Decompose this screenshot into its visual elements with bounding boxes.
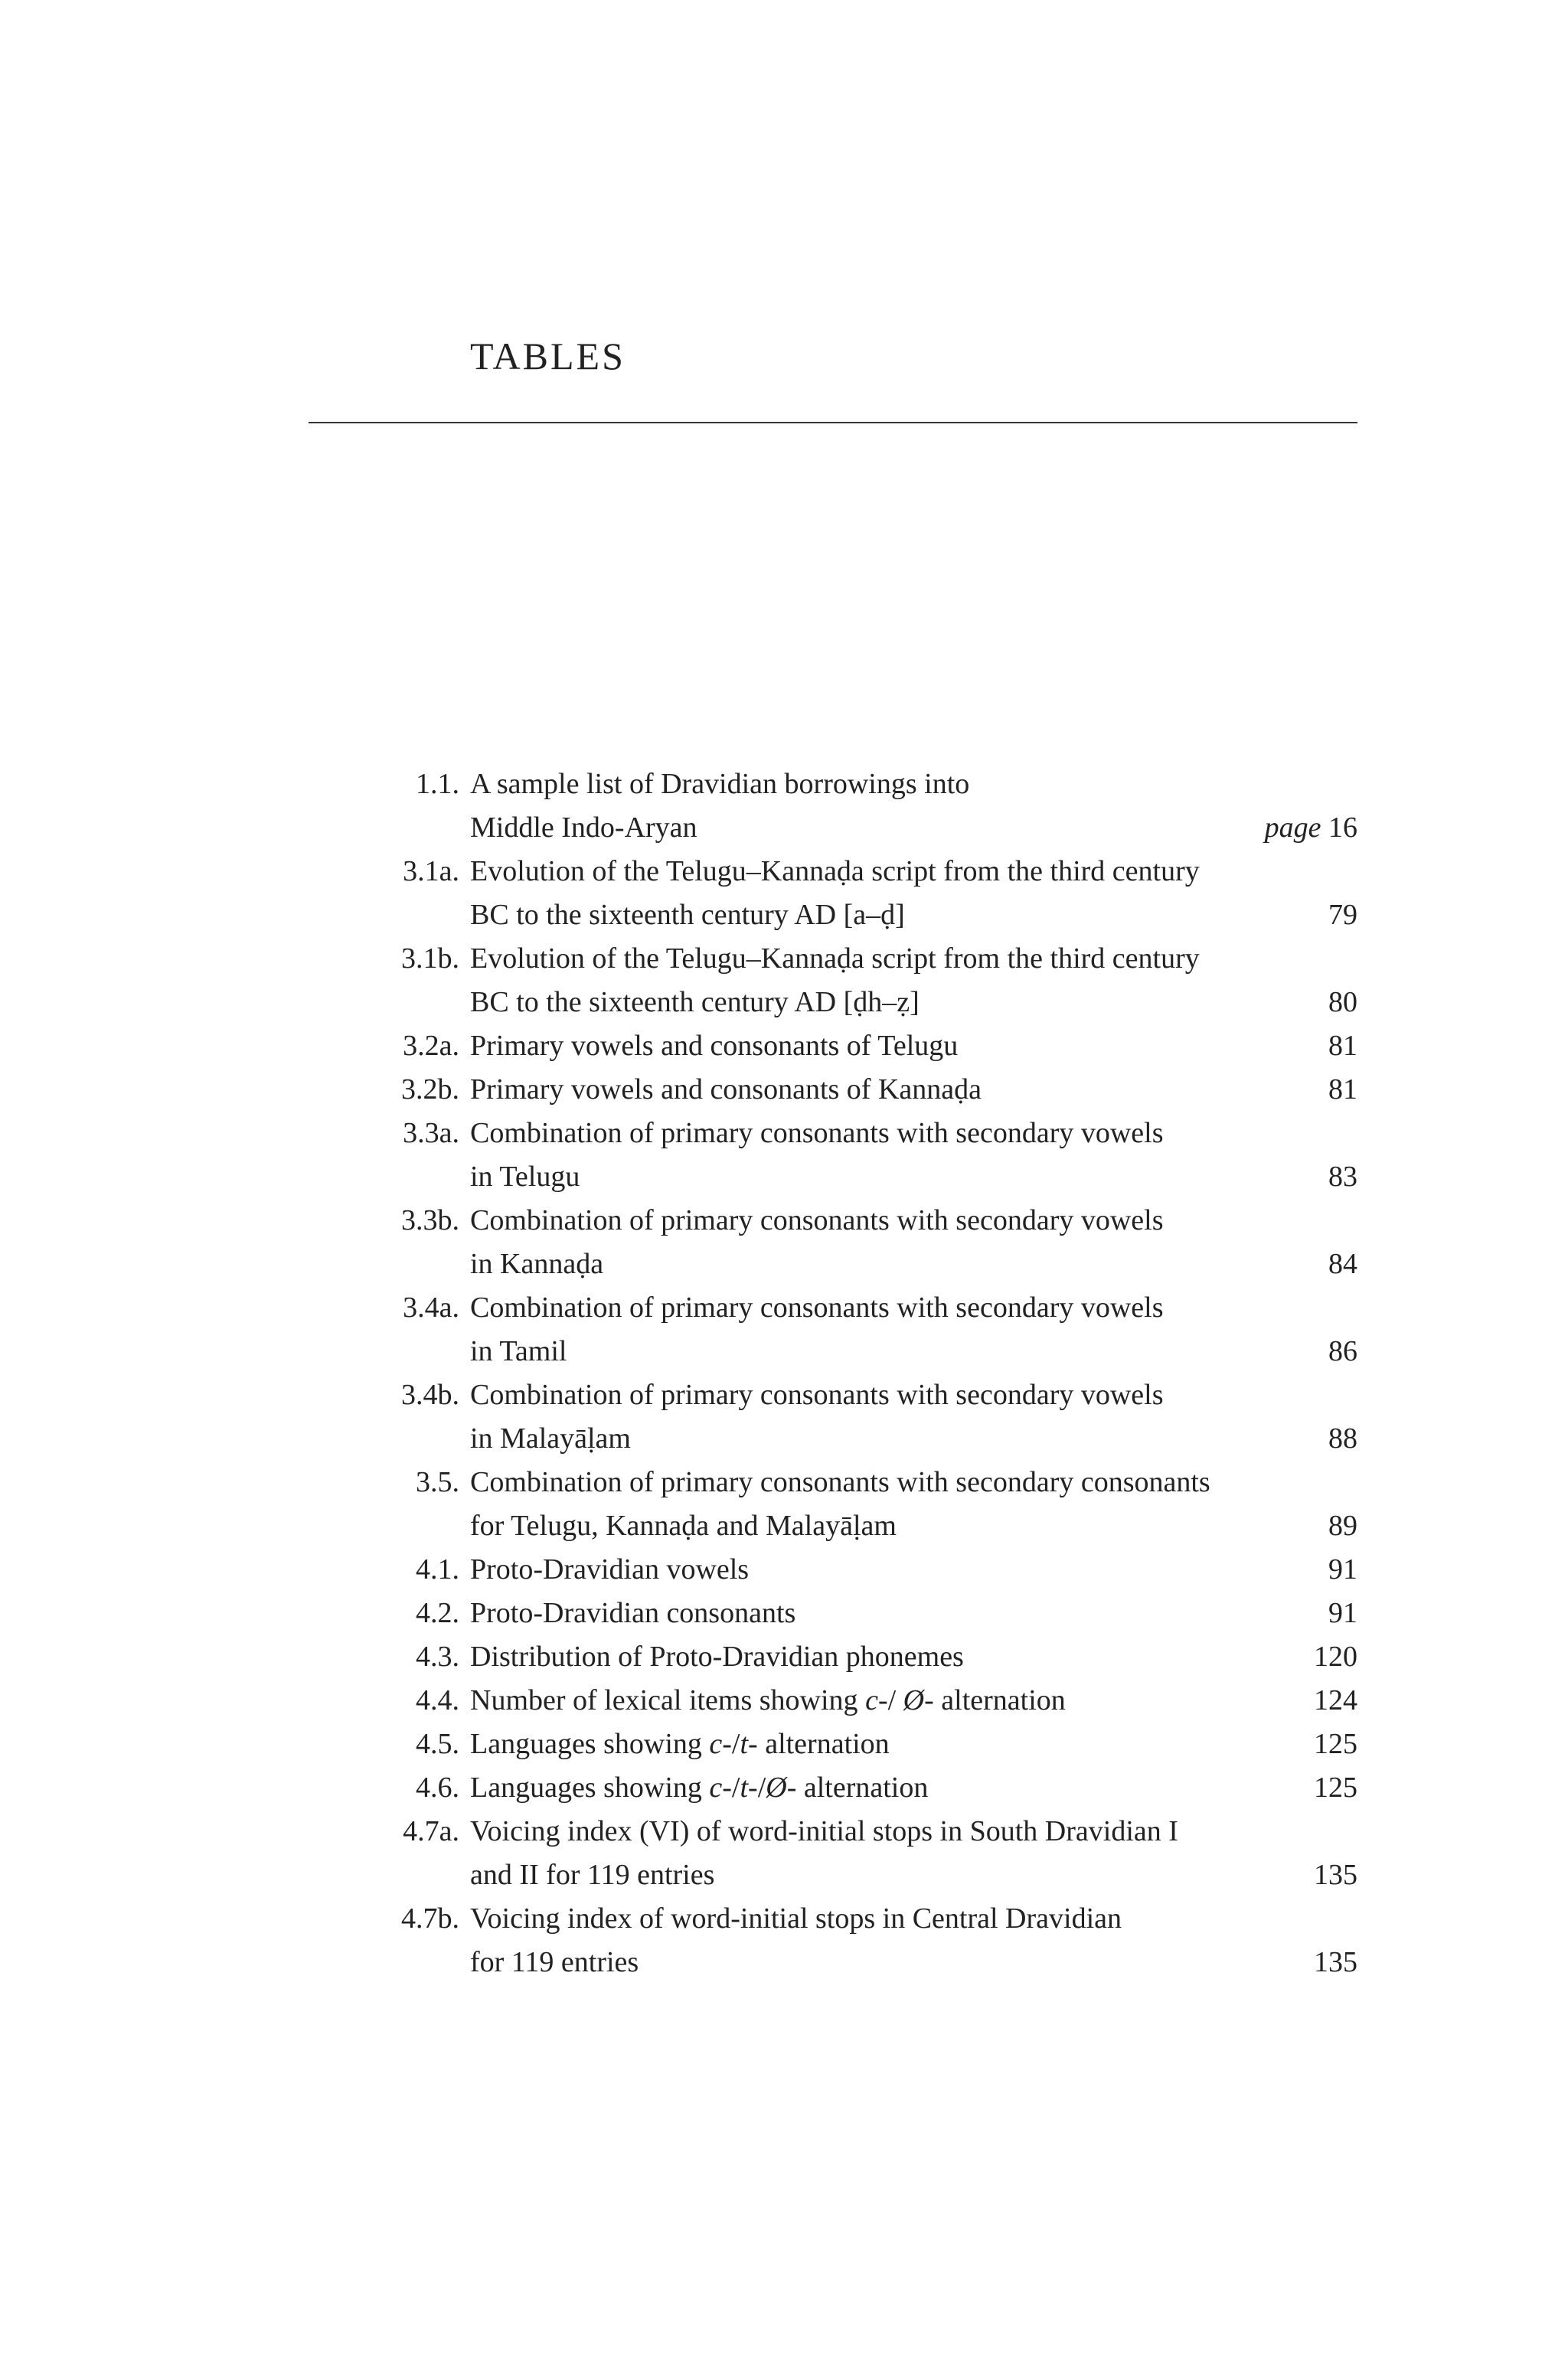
heading-rule xyxy=(309,422,1357,423)
table-number: 3.2a. xyxy=(403,1030,459,1062)
toc-entry-line xyxy=(306,1243,1357,1286)
table-number: 4.3. xyxy=(416,1641,459,1673)
table-title: in Tamil xyxy=(470,1335,567,1367)
table-number: 4.2. xyxy=(416,1597,459,1629)
table-title: Languages showing c-/t-/Ø- alternation xyxy=(470,1772,929,1804)
table-title: BC to the sixteenth century AD [a–ḍ] xyxy=(470,899,905,931)
page-number: 86 xyxy=(1328,1335,1357,1367)
toc-entry xyxy=(306,1286,1357,1373)
page-title: TABLES xyxy=(470,335,626,377)
table-title: Combination of primary consonants with secondary vowels xyxy=(470,1117,1164,1149)
table-list xyxy=(306,763,1357,1984)
table-title: and II for 119 entries xyxy=(470,1859,715,1891)
toc-entry xyxy=(306,1112,1357,1199)
toc-entry xyxy=(306,1766,1357,1810)
toc-entry-line xyxy=(306,1766,1357,1810)
toc-entry-line xyxy=(306,1941,1357,1984)
page-number: 125 xyxy=(1314,1772,1357,1804)
toc-entry-line xyxy=(306,1897,1357,1941)
toc-entry xyxy=(306,1592,1357,1635)
toc-entry-line xyxy=(306,1330,1357,1373)
table-title: Combination of primary consonants with secondary consonants xyxy=(470,1466,1210,1498)
table-number: 3.3a. xyxy=(403,1117,459,1149)
table-title: Distribution of Proto-Dravidian phonemes xyxy=(470,1641,964,1673)
toc-entry xyxy=(306,1373,1357,1461)
page-number: 84 xyxy=(1328,1248,1357,1280)
toc-entry xyxy=(306,1461,1357,1548)
table-number: 4.7a. xyxy=(403,1815,459,1847)
table-title: Voicing index of word-initial stops in Central Dravidian xyxy=(470,1902,1122,1935)
page-number: 81 xyxy=(1328,1030,1357,1062)
page-number: 91 xyxy=(1328,1553,1357,1586)
toc-entry-line xyxy=(306,1592,1357,1635)
toc-entry-line xyxy=(306,1199,1357,1243)
page-number: 88 xyxy=(1328,1422,1357,1455)
toc-entry xyxy=(306,1897,1357,1984)
table-title: A sample list of Dravidian borrowings into xyxy=(470,768,970,800)
table-number: 3.3b. xyxy=(401,1204,459,1236)
page-number: 91 xyxy=(1328,1597,1357,1629)
toc-entry-line xyxy=(306,1810,1357,1853)
toc-entry-line xyxy=(306,1112,1357,1155)
toc-entry-line xyxy=(306,1723,1357,1766)
toc-entry-line xyxy=(306,1635,1357,1679)
table-title: Voicing index (VI) of word-initial stops in South Dravidian I xyxy=(470,1815,1178,1847)
page-number: 135 xyxy=(1314,1859,1357,1891)
table-number: 3.4a. xyxy=(403,1292,459,1324)
table-number: 4.5. xyxy=(416,1728,459,1760)
toc-entry xyxy=(306,937,1357,1024)
page-number: 79 xyxy=(1328,899,1357,931)
table-number: 4.1. xyxy=(416,1553,459,1586)
toc-entry-line xyxy=(306,937,1357,981)
table-title: Evolution of the Telugu–Kannaḍa script from the third century xyxy=(470,942,1200,975)
toc-entry-line xyxy=(306,1548,1357,1592)
toc-entry-line xyxy=(306,981,1357,1024)
toc-entry xyxy=(306,1548,1357,1592)
table-title: Proto-Dravidian consonants xyxy=(470,1597,796,1629)
page-number: 125 xyxy=(1314,1728,1357,1760)
toc-entry-line xyxy=(306,1679,1357,1723)
page-prefix: page xyxy=(1264,812,1321,844)
toc-entry xyxy=(306,1723,1357,1766)
page-number: 124 xyxy=(1314,1684,1357,1716)
toc-entry-line xyxy=(306,1853,1357,1897)
page-number: 81 xyxy=(1328,1073,1357,1105)
toc-entry xyxy=(306,1024,1357,1068)
table-number: 3.4b. xyxy=(401,1379,459,1411)
page-number: 80 xyxy=(1328,986,1357,1018)
toc-entry-line xyxy=(306,893,1357,937)
toc-entry xyxy=(306,850,1357,937)
table-title: Combination of primary consonants with secondary vowels xyxy=(470,1379,1164,1411)
table-title: Primary vowels and consonants of Telugu xyxy=(470,1030,959,1062)
table-title: Proto-Dravidian vowels xyxy=(470,1553,750,1586)
page-number: 89 xyxy=(1328,1510,1357,1542)
toc-entry-line xyxy=(306,1504,1357,1548)
toc-entry-line xyxy=(306,1461,1357,1504)
toc-entry-line xyxy=(306,1417,1357,1461)
toc-entry xyxy=(306,1199,1357,1286)
toc-entry-line xyxy=(306,1024,1357,1068)
toc-entry-line xyxy=(306,806,1357,850)
table-title: Middle Indo-Aryan xyxy=(470,812,697,844)
toc-entry-line xyxy=(306,1155,1357,1199)
toc-entry-line xyxy=(306,1286,1357,1330)
toc-entry xyxy=(306,1679,1357,1723)
table-title: Evolution of the Telugu–Kannaḍa script from the third century xyxy=(470,855,1200,887)
page-number: 135 xyxy=(1314,1946,1357,1978)
toc-entry xyxy=(306,763,1357,850)
table-title: BC to the sixteenth century AD [ḍh–ẓ] xyxy=(470,986,920,1018)
table-number: 1.1. xyxy=(416,768,459,800)
toc-entry xyxy=(306,1635,1357,1679)
toc-entry-line xyxy=(306,1068,1357,1112)
table-number: 3.5. xyxy=(416,1466,459,1498)
table-title: Primary vowels and consonants of Kannaḍa xyxy=(470,1073,982,1105)
page-number: page 16 xyxy=(1264,812,1357,844)
toc-entry xyxy=(306,1810,1357,1897)
page-number: 120 xyxy=(1314,1641,1357,1673)
table-title: Combination of primary consonants with secondary vowels xyxy=(470,1204,1164,1236)
table-number: 4.6. xyxy=(416,1772,459,1804)
toc-entry-line xyxy=(306,763,1357,806)
table-number: 3.1b. xyxy=(401,942,459,975)
table-title: Number of lexical items showing c-/ Ø- alternation xyxy=(470,1684,1066,1716)
table-title: in Malayāḷam xyxy=(470,1422,631,1455)
toc-entry-line xyxy=(306,850,1357,893)
toc-entry-line xyxy=(306,1373,1357,1417)
table-title: for 119 entries xyxy=(470,1946,639,1978)
table-title: in Kannaḍa xyxy=(470,1248,604,1280)
toc-entry xyxy=(306,1068,1357,1112)
table-number: 3.1a. xyxy=(403,855,459,887)
table-number: 4.7b. xyxy=(401,1902,459,1935)
table-number: 4.4. xyxy=(416,1684,459,1716)
table-title: Combination of primary consonants with secondary vowels xyxy=(470,1292,1164,1324)
table-title: for Telugu, Kannaḍa and Malayāḷam xyxy=(470,1510,897,1542)
page-number: 83 xyxy=(1328,1161,1357,1193)
table-title: in Telugu xyxy=(470,1161,580,1193)
table-title: Languages showing c-/t- alternation xyxy=(470,1728,890,1760)
table-number: 3.2b. xyxy=(401,1073,459,1105)
